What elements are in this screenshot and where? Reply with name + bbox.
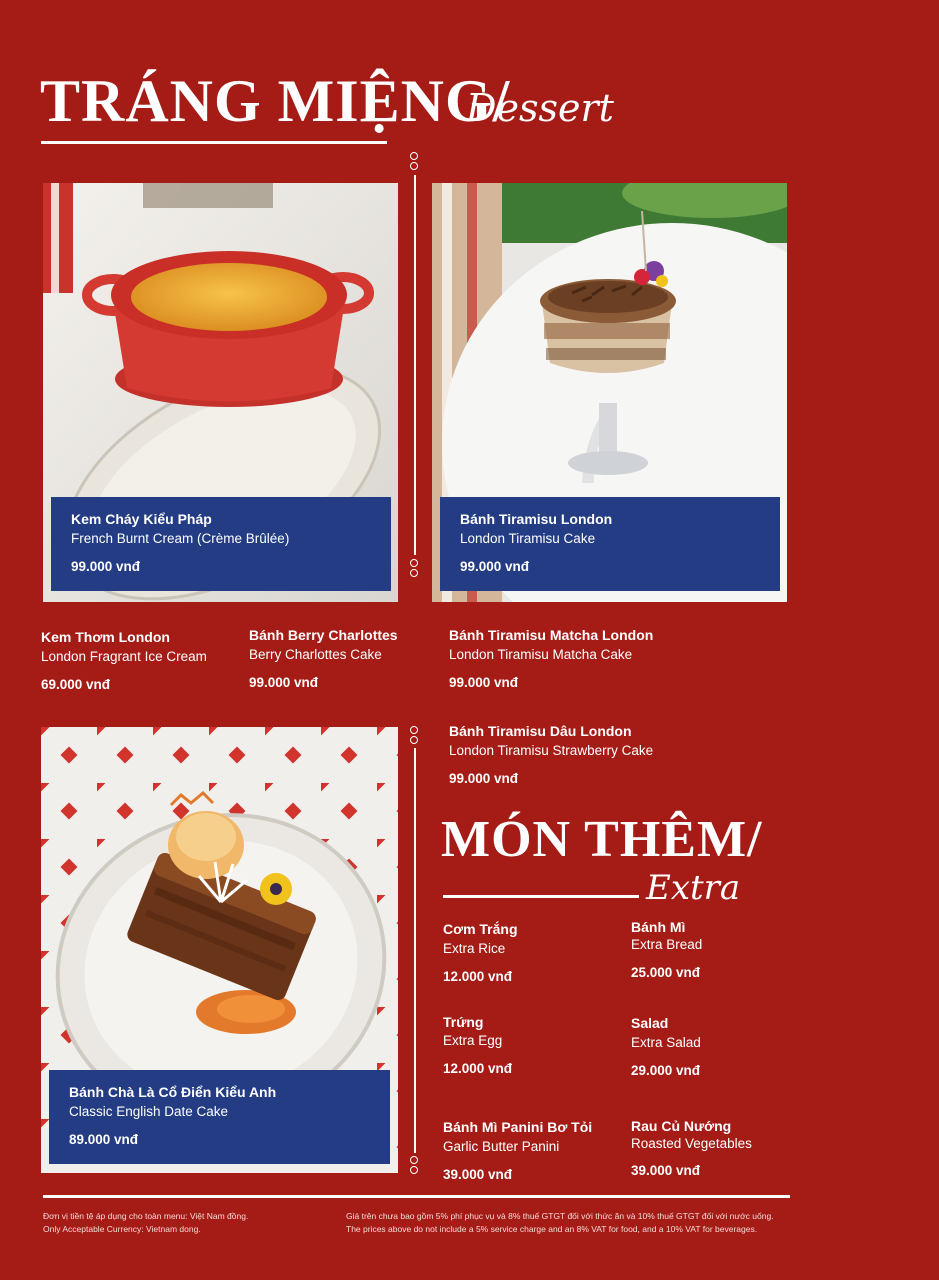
dish-price: 99.000 vnđ [449, 771, 519, 786]
dish-name: Trứng [443, 1014, 484, 1030]
dish-description: London Tiramisu Cake [460, 531, 596, 546]
menu-item [41, 627, 207, 695]
dish-name: Bánh Tiramisu London [460, 511, 613, 527]
dish-name: Bánh Mì Panini Bơ Tỏi [443, 1119, 593, 1135]
dish-name: Bánh Chà Là Cổ Điển Kiểu Anh [69, 1084, 277, 1100]
featured-label-2 [440, 497, 780, 591]
divider-ring [410, 569, 418, 577]
dish-price: 89.000 vnđ [69, 1132, 139, 1147]
menu-item [449, 625, 653, 693]
divider-ring [410, 1166, 418, 1174]
dish-name: Kem Thơm London [41, 629, 170, 645]
menu-item [249, 625, 398, 693]
dish-description: Extra Egg [443, 1033, 503, 1048]
dish-name: Rau Củ Nướng [631, 1118, 732, 1134]
date-cake-photo [41, 727, 398, 1173]
divider-ring [410, 559, 418, 567]
dish-price: 39.000 vnđ [631, 1163, 701, 1178]
dish-price: 12.000 vnđ [443, 969, 513, 984]
featured-label-1 [51, 497, 391, 591]
currency-note-vi: Đơn vị tiền tệ áp dụng cho toàn menu: Việt Nam đồng. [43, 1211, 249, 1221]
extra-title-underline [443, 895, 639, 898]
dish-price: 99.000 vnđ [249, 675, 319, 690]
footer-rule [43, 1195, 790, 1198]
dish-description: London Tiramisu Strawberry Cake [449, 743, 654, 758]
dish-name: Kem Cháy Kiểu Pháp [71, 511, 212, 527]
dish-price: 99.000 vnđ [449, 675, 519, 690]
extra-subtitle: Extra [646, 868, 741, 908]
dish-name: Cơm Trắng [443, 921, 518, 937]
dish-description: Berry Charlottes Cake [249, 647, 382, 662]
featured-label-3 [49, 1070, 390, 1164]
divider-ring [410, 736, 418, 744]
currency-note [43, 1210, 248, 1236]
extra-item [631, 1117, 752, 1181]
dish-description: Garlic Butter Panini [443, 1139, 560, 1154]
tax-note-en: The prices above do not include a 5% service charge and an 8% VAT for food, and a 10% VAT for beverages. [346, 1224, 758, 1234]
dish-description: London Fragrant Ice Cream [41, 649, 207, 664]
divider-ring [410, 726, 418, 734]
dish-price: 99.000 vnđ [460, 559, 530, 574]
dish-name: Bánh Tiramisu Matcha London [449, 627, 654, 643]
extra-title: MÓN THÊM/ [441, 811, 763, 868]
extra-item [443, 1117, 592, 1185]
dish-name: Salad [631, 1015, 669, 1031]
tax-note-vi: Giá trên chưa bao gồm 5% phí phục vụ và 8% thuế GTGT đối với thức ăn và 10% thuế GTGT đối với nước uống. [346, 1211, 774, 1221]
page-title: TRÁNG MIỆNG/ [40, 68, 511, 134]
dish-name: Bánh Mì [631, 919, 686, 935]
currency-note-en: Only Acceptable Currency: Vietnam dong. [43, 1224, 201, 1234]
divider-ring [410, 152, 418, 160]
dish-description: Roasted Vegetables [631, 1136, 752, 1151]
tax-note [346, 1210, 774, 1236]
dish-name: Bánh Berry Charlottes [249, 627, 398, 643]
dish-description: Extra Rice [443, 941, 506, 956]
extra-item [631, 1013, 701, 1081]
dish-price: 29.000 vnđ [631, 1063, 701, 1078]
dish-description: Classic English Date Cake [69, 1104, 229, 1119]
extra-item [443, 1013, 512, 1079]
divider-ring [410, 1156, 418, 1164]
dish-price: 39.000 vnđ [443, 1167, 513, 1182]
dish-name: Bánh Tiramisu Dâu London [449, 723, 632, 739]
dish-description: French Burnt Cream (Crème Brûlée) [71, 531, 290, 546]
tiramisu-photo [432, 183, 787, 602]
extra-item [631, 919, 702, 983]
page-subtitle: Dessert [466, 86, 614, 130]
dish-price: 25.000 vnđ [631, 965, 701, 980]
dish-description: London Tiramisu Matcha Cake [449, 647, 633, 662]
dish-price: 69.000 vnđ [41, 677, 111, 692]
title-underline [41, 141, 387, 144]
column-divider-bottom [414, 748, 416, 1153]
extra-item [443, 919, 518, 987]
dish-price: 99.000 vnđ [71, 559, 141, 574]
column-divider-top [414, 175, 416, 555]
creme-brulee-photo [43, 183, 398, 602]
dish-description: Extra Salad [631, 1035, 701, 1050]
dish-price: 12.000 vnđ [443, 1061, 513, 1076]
dish-description: Extra Bread [631, 937, 703, 952]
menu-item [449, 721, 653, 789]
divider-ring [410, 162, 418, 170]
